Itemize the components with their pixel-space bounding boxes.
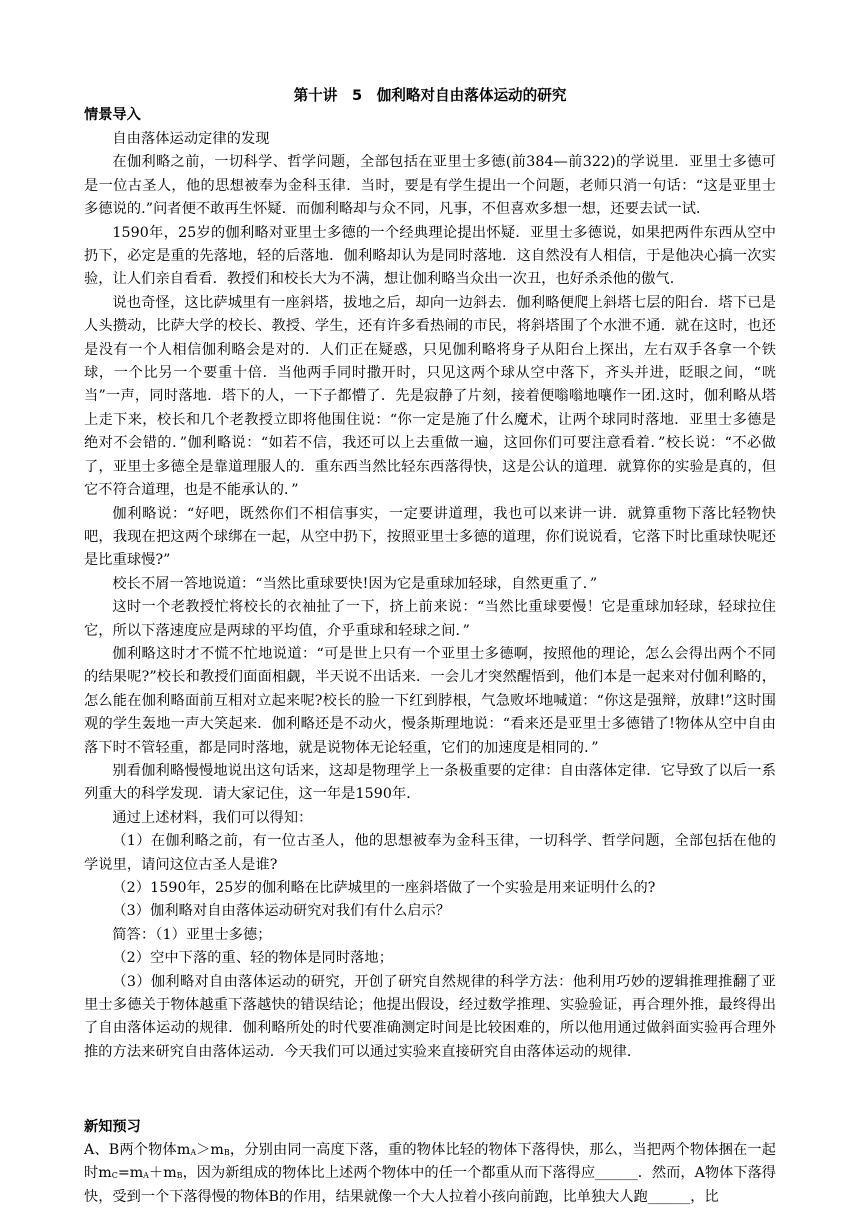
preview-text-eq: =m <box>117 1165 144 1182</box>
question-3: （3）伽利略对自由落体运动研究对我们有什么启示？ <box>112 903 451 920</box>
intro-text <box>84 128 776 1064</box>
subscript: A <box>190 1148 197 1157</box>
preview-text-c: ，因为新组成的物体比上述两个物体中的任一个都重从而下落得应______．然而，A物体下落得快，受到一个下落得慢的物体B的作用，结果就像一个大人拉着小孩向前跑，比单独大人跑______，比 <box>84 1165 776 1205</box>
subscript: C <box>111 1171 118 1181</box>
paragraph: 1590年，25岁的伽利略对亚里士多德的一个经典理论提出怀疑．亚里士多德说，如果把两件东西从空中扔下，必定是重的先落地，轻的后落地．伽利略却认为是同时落地．这自然没有人相信，于是他决心搞一次实验，让人们亲自看看．教授们和校长大为不满，想让伽利略当众出一次丑，也好杀杀他的傲气． <box>84 224 776 288</box>
preview-text-plus: ＋m <box>148 1165 177 1182</box>
answer-1: 简答：（1）亚里士多德； <box>112 926 272 943</box>
paragraph: 伽利略说：“好吧，既然你们不相信事实，一定要讲道理，我也可以来讲一讲．就算重物下落比轻物快吧，我现在把这两个球绑在一起，从空中扔下，按照亚里士多德的道理，你们说说看，它落下时比重球快呢还是比重球慢?” <box>84 505 776 569</box>
preview-text-b: ，分别由同一高度下落，重的物体比轻的物体下落得快，那么，当把两个物体捆在一起时m <box>84 1142 776 1182</box>
paragraph: 在伽利略之前，一切科学、哲学问题，全部包括在亚里士多德(前384—前322)的学说里．亚里士多德可是一位古圣人，他的思想被奉为金科玉律．当时，要是有学生提出一个问题，老师只消一句话：“这是亚里士多德说的.”问者便不敢再生怀疑．而伽利略却与众不同，凡事，不但喜欢多想一想，还要去试一试． <box>84 154 776 218</box>
paragraph: 自由落体运动定律的发现 <box>112 131 270 147</box>
preview-paragraph <box>84 1139 776 1209</box>
answer-3: （3）伽利略对自由落体运动的研究，开创了研究自然规律的科学方法：他利用巧妙的逻辑推理推翻了亚里士多德关于物体越重下落越快的错误结论；他提出假设，经过数学推理、实验验证，再合理外推，最终得出了自由落体运动的规律．伽利略所处的时代要准确测定时间是比较困难的，所以他用通过做斜面实验再合理外推的方法来研究自由落体运动．今天我们可以通过实验来直接研究自由落体运动的规律． <box>84 973 776 1060</box>
paragraph: 别看伽利略慢慢地说出这句话来，这却是物理学上一条极重要的定律：自由落体定律．它导致了以后一系列重大的科学发现．请大家记住，这一年是1590年． <box>84 762 776 803</box>
answer-2: （2）空中下落的重、轻的物体是同时落地； <box>112 950 393 967</box>
preview-text-a: A、B两个物体m <box>84 1142 191 1158</box>
question-2: （2）1590年，25岁的伽利略在比萨城里的一座斜塔做了一个实验是用来证明什么的? <box>112 880 656 896</box>
paragraph: 通过上述材料，我们可以得知： <box>112 809 313 826</box>
preview-text <box>84 1139 776 1209</box>
section-heading-preview: 新知预习 <box>84 1119 141 1135</box>
paragraph: 这时一个老教授忙将校长的衣袖扯了一下，挤上前来说：“当然比重球要慢！它是重球加轻球，轻球拉住它，所以下落速度应是两球的平均值，介乎重球和轻球之间．” <box>84 599 776 639</box>
paragraph: 说也奇怪，这比萨城里有一座斜塔，拔地之后，却向一边斜去．伽利略便爬上斜塔七层的阳台．塔下已是人头攒动，比萨大学的校长、教授、学生，还有许多看热闹的市民，将斜塔围了个水泄不通．就在这时，也还是没有一个人相信伽利略会是对的．人们正在疑惑，只见伽利略将身子从阳台上探出，左右双手各拿一个铁球，一个比另一个要重十倍．当他两手同时撒开时，只见这两个球从空中落下，齐头并进，眨眼之间，“咣当”一声，同时落地．塔下的人，一下子都懵了．先是寂静了片刻，接着便嗡嗡地嚷作一团.这时，伽利略从塔上走下来，校长和几个老教授立即将他围住说：“你一定是施了什么魔术，让两个球同时落地．亚里士多德是绝对不会错的．”伽利略说：“如若不信，我还可以上去重做一遍，这回你们可要注意看着．”校长说：“不必做了，亚里士多德全是靠道理服人的．重东西当然比轻东西落得快，这是公认的道理．就算你的实验是真的，但它不符合道理，也是不能承认的．” <box>84 294 776 499</box>
subscript: B <box>223 1148 230 1157</box>
question-1: （1）在伽利略之前，有一位古圣人，他的思想被奉为金科玉律，一切科学、哲学问题，全部包括在他的学说里，请问这位古圣人是谁? <box>84 833 776 873</box>
paragraph: 伽利略这时才不慌不忙地说道：“可是世上只有一个亚里士多德啊，按照他的理论，怎么会得出两个不同的结果呢?”校长和教授们面面相觑，半天说不出话来．一会儿才突然醒悟到，他们本是一起来对付伽利略的，怎么能在伽利略面前互相对立起来呢?校长的脸一下红到脖根，气急败坏地喊道：“你这是强辩，放肆!”这时围观的学生轰地一声大笑起来．伽利略还是不动火，慢条斯理地说：“看来还是亚里士多德错了!物体从空中自由落下时不管轻重，都是同时落地，就是说物体无论轻重，它们的加速度是相同的．” <box>84 645 776 756</box>
subscript: B <box>176 1171 183 1181</box>
paragraph: 校长不屑一答地说道：“当然比重球要快!因为它是重球加轻球，自然更重了．” <box>112 575 598 592</box>
preview-text-gt: ＞m <box>196 1142 224 1158</box>
subscript: A <box>143 1171 149 1181</box>
section-heading-intro: 情景导入 <box>84 107 141 123</box>
lesson-title: 第十讲 5 伽利略对自由落体运动的研究 <box>293 87 567 104</box>
